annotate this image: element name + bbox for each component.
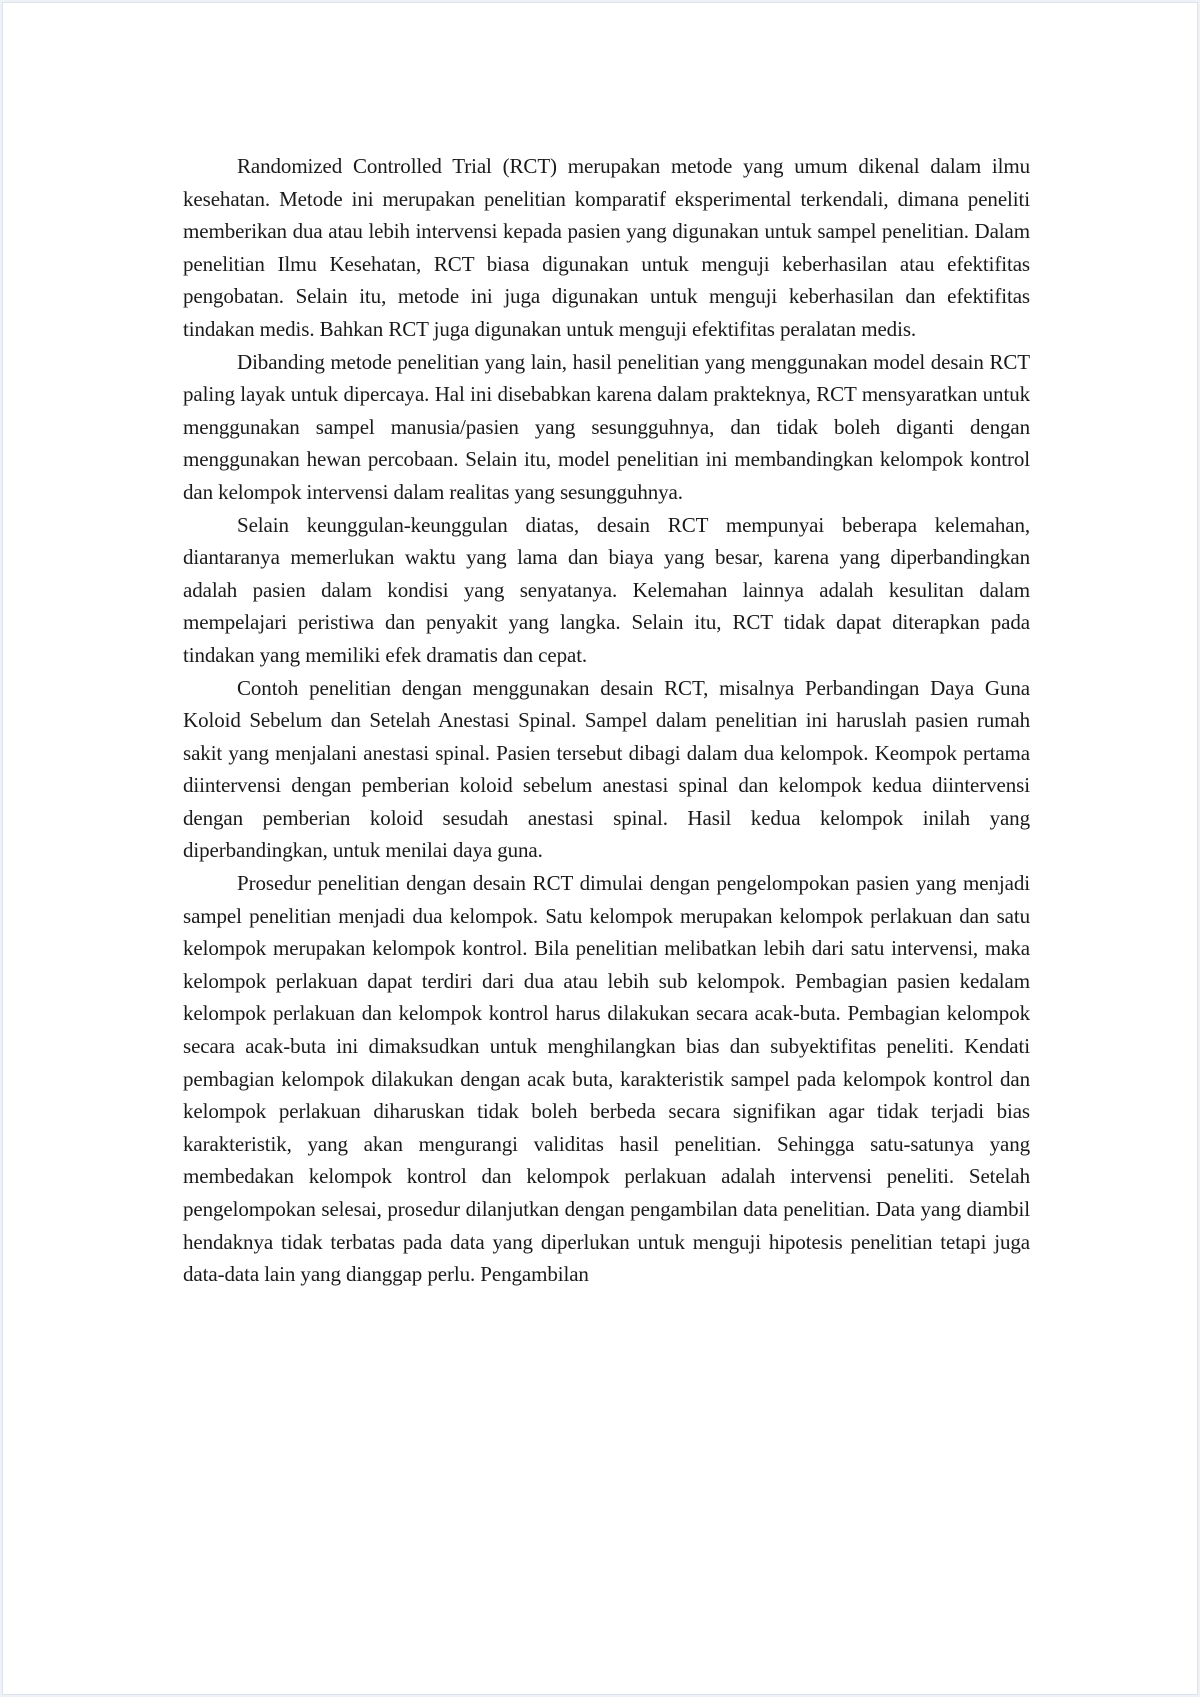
paragraph-rct-weaknesses: Selain keunggulan-keunggulan diatas, desain RCT mempunyai beberapa kelemahan, diantaranya memerlukan waktu yang lama dan biaya yang besar, karena yang diperbandingkan adalah pasien dalam kondisi yang senyatanya. Kelemahan lainnya adalah kesulitan dalam mempelajari peristiwa dan penyakit yang langka. Selain itu, RCT tidak dapat diterapkan pada tindakan yang memiliki efek dramatis dan cepat. bbox=[183, 512, 1030, 667]
document-body bbox=[183, 150, 1030, 1291]
document-page bbox=[3, 3, 1197, 1694]
paragraph-rct-procedure: Prosedur penelitian dengan desain RCT dimulai dengan pengelompokan pasien yang menjadi sampel penelitian menjadi dua kelompok. Satu kelompok merupakan kelompok perlakuan dan satu kelompok merupakan kelompok kontrol. Bila penelitian melibatkan lebih dari satu intervensi, maka kelompok perlakuan dapat terdiri dari dua atau lebih sub kelompok. Pembagian pasien kedalam kelompok perlakuan dan kelompok kontrol harus dilakukan secara acak-buta. Pembagian kelompok secara acak-buta ini dimaksudkan untuk menghilangkan bias dan subyektifitas peneliti. Kendati pembagian kelompok dilakukan dengan acak buta, karakteristik sampel pada kelompok kontrol dan kelompok perlakuan diharuskan tidak boleh berbeda secara signifikan agar tidak terjadi bias karakteristik, yang akan mengurangi validitas hasil penelitian. Sehingga satu-satunya yang membedakan kelompok kontrol dan kelompok perlakuan adalah intervensi peneliti. Setelah pengelompokan selesai, prosedur dilanjutkan dengan pengambilan data penelitian. Data yang diambil hendaknya tidak terbatas pada data yang diperlukan untuk menguji hipotesis penelitian tetapi juga data-data lain yang dianggap perlu. Pengambilan bbox=[183, 871, 1030, 1287]
paragraph-rct-definition: Randomized Controlled Trial (RCT) merupakan metode yang umum dikenal dalam ilmu kesehatan. Metode ini merupakan penelitian komparatif eksperimental terkendali, dimana peneliti memberikan dua atau lebih intervensi kepada pasien yang digunakan untuk sampel penelitian. Dalam penelitian Ilmu Kesehatan, RCT biasa digunakan untuk menguji keberhasilan atau efektifitas pengobatan. Selain itu, metode ini juga digunakan untuk menguji keberhasilan dan efektifitas tindakan medis. Bahkan RCT juga digunakan untuk menguji efektifitas peralatan medis. bbox=[183, 154, 1030, 341]
paragraph-rct-credibility: Dibanding metode penelitian yang lain, hasil penelitian yang menggunakan model desain RCT paling layak untuk dipercaya. Hal ini disebabkan karena dalam prakteknya, RCT mensyaratkan untuk menggunakan sampel manusia/pasien yang sesungguhnya, dan tidak boleh diganti dengan menggunakan hewan percobaan. Selain itu, model penelitian ini membandingkan kelompok kontrol dan kelompok intervensi dalam realitas yang sesungguhnya. bbox=[183, 349, 1030, 504]
paragraph-rct-example: Contoh penelitian dengan menggunakan desain RCT, misalnya Perbandingan Daya Guna Koloid Sebelum dan Setelah Anestasi Spinal. Sampel dalam penelitian ini haruslah pasien rumah sakit yang menjalani anestasi spinal. Pasien tersebut dibagi dalam dua kelompok. Keompok pertama diintervensi dengan pemberian koloid sebelum anestasi spinal dan kelompok kedua diintervensi dengan pemberian koloid sesudah anestasi spinal. Hasil kedua kelompok inilah yang diperbandingkan, untuk menilai daya guna. bbox=[183, 675, 1030, 863]
